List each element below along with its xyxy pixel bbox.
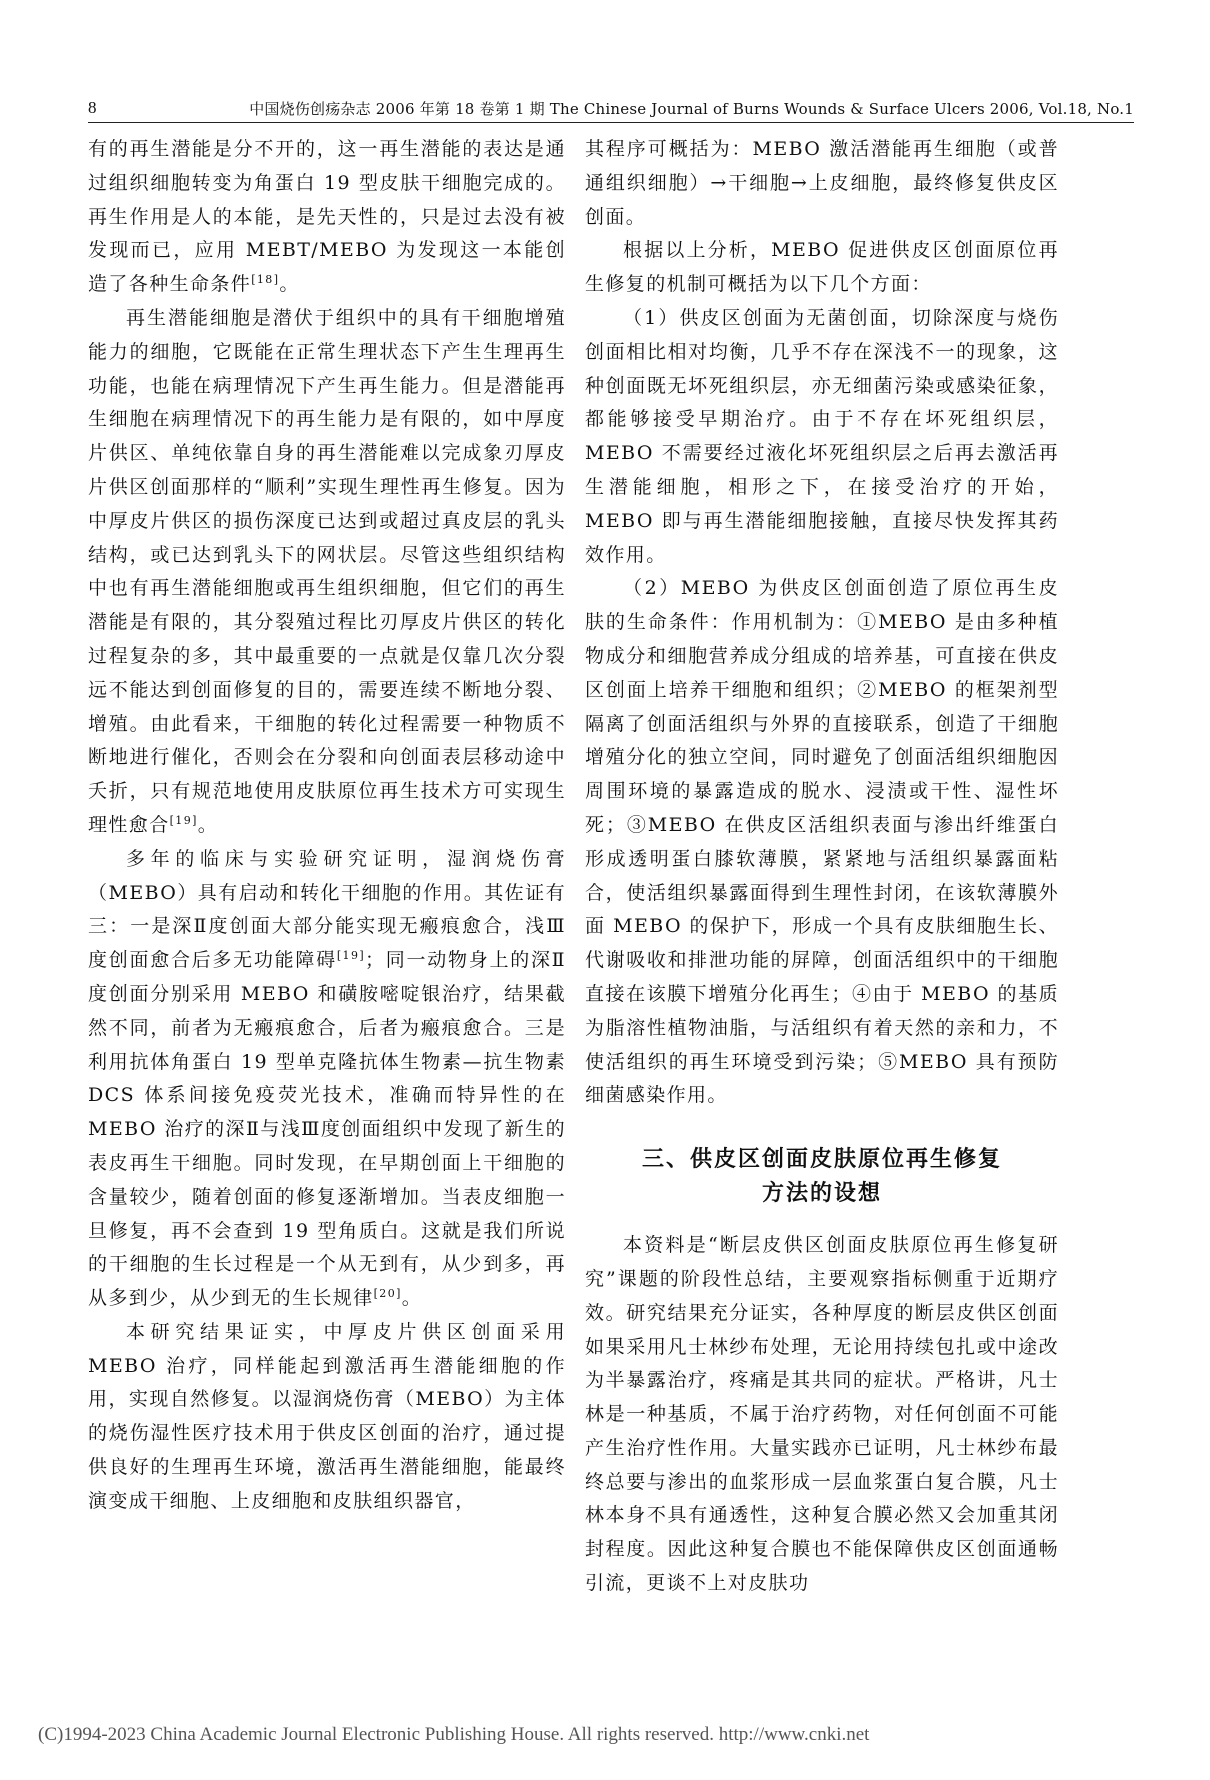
journal-citation: 中国烧伤创疡杂志 2006 年第 18 卷第 1 期 The Chinese Journal of Burns Wounds & Surface Ulcers 2006, Vol.18, No.1 bbox=[249, 100, 1134, 118]
section-heading: 三、供皮区创面皮肤原位再生修复 方法的设想 bbox=[641, 1147, 1002, 1207]
paragraph: 本资料是“断层皮供区创面皮肤原位再生修复研究”课题的阶段性总结，主要观察指标侧重于近期疗效。研究结果充分证实，各种厚度的断层皮供区创面如果采用凡士林纱布处理，无论用持续包扎或中途改为半暴露治疗，疼痛是其共同的症状。严格讲，凡士林是一种基质，不属于治疗药物，对任何创面不可能产生治疗性作用。大量实践亦已证明，凡士林纱布最终总要与渗出的血浆形成一层血浆蛋白复合膜，凡士林本身不具有通透性，这种复合膜必然又会加重其闭封程度。因此这种复合膜也不能保障供皮区创面通畅引流，更谈不上对皮肤功 bbox=[585, 1234, 1059, 1595]
paragraph: 再生潜能细胞是潜伏于组织中的具有干细胞增殖能力的细胞，它既能在正常生理状态下产生生理再生功能，也能在病理情况下产生再生能力。但是潜能再生细胞在病理情况下的再生能力是有限的，如中厚度片供区、单纯依靠自身的再生潜能难以完成象刃厚皮片供区创面那样的“顺利”实现生理性再生修复。因为中厚皮片供区的损伤深度已达到或超过真皮层的乳头结构，或已达到乳头下的网状层。尽管这些组织结构中也有再生潜能细胞或再生组织细胞，但它们的再生潜能是有限的，其分裂殖过程比刃厚皮片供区的转化过程复杂的多，其中最重要的一点就是仅靠几次分裂远不能达到创面修复的目的，需要连续不断地分裂、增殖。由此看来，干细胞的转化过程需要一种物质不断地进行催化，否则会在分裂和向创面表层移动途中夭折，只有规范地使用皮肤原位再生技术方可实现生理性愈合[19]。 bbox=[88, 306, 566, 836]
citation-ref: [20] bbox=[373, 1287, 402, 1301]
paragraph: （1）供皮区创面为无菌创面，切除深度与烧伤创面相比相对均衡，几乎不存在深浅不一的现象，这种创面既无坏死组织层，亦无细菌污染或感染征象，都能够接受早期治疗。由于不存在坏死组织层，MEBO 不需要经过液化坏死组织层之后再去激活再生潜能细胞，相形之下，在接受治疗的开始，MEBO 即与再生潜能细胞接触，直接尽快发挥其药效作用。 bbox=[585, 306, 1059, 566]
citation-ref: [19] bbox=[336, 949, 366, 963]
paragraph: 多年的临床与实验研究证明，湿润烧伤膏（MEBO）具有启动和转化干细胞的作用。其佐证有三：一是深Ⅱ度创面大部分能实现无瘢痕愈合，浅Ⅲ度创面愈合后多无功能障碍[19]；同一动物身上的深Ⅱ度创面分别采用 MEBO 和磺胺嘧啶银治疗，结果截然不同，前者为无瘢痕愈合，后者为瘢痕愈合。三是利用抗体角蛋白 19 型单克隆抗体生物素—抗生物素 DCS 体系间接免疫荧光技术，准确而特异性的在 MEBO 治疗的深Ⅱ与浅Ⅲ度创面组织中发现了新生的表皮再生干细胞。同时发现，在早期创面上干细胞的含量较少，随着创面的修复逐渐增加。当表皮细胞一旦修复，再不会查到 19 型角质白。这就是我们所说的干细胞的生长过程是一个从无到有，从少到多，再从多到少，从少到无的生长规律[20]。 bbox=[88, 847, 566, 1310]
paragraph: 其程序可概括为：MEBO 激活潜能再生细胞（或普通组织细胞）→干细胞→上皮细胞，最终修复供皮区创面。 bbox=[585, 138, 1059, 228]
citation-ref: [18] bbox=[251, 273, 280, 287]
paragraph: 有的再生潜能是分不开的，这一再生潜能的表达是通过组织细胞转变为角蛋白 19 型皮肤干细胞完成的。再生作用是人的本能，是先天性的，只是过去没有被发现而已，应用 MEBT/MEBO 为发现这一本能创造了各种生命条件[18]。 bbox=[88, 138, 566, 296]
right-column bbox=[585, 133, 1059, 1601]
copyright-footer: (C)1994-2023 China Academic Journal Electronic Publishing House. All rights reserved. http://www.cnki.net bbox=[38, 1724, 870, 1745]
running-header bbox=[88, 96, 1134, 123]
page-number: 8 bbox=[88, 98, 97, 117]
paragraph: 根据以上分析，MEBO 促进供皮区创面原位再生修复的机制可概括为以下几个方面： bbox=[585, 239, 1059, 296]
left-column bbox=[88, 133, 566, 1519]
citation-ref: [19] bbox=[169, 813, 198, 827]
paragraph: （2）MEBO 为供皮区创面创造了原位再生皮肤的生命条件：作用机制为：①MEBO 是由多种植物成分和细胞营养成分组成的培养基，可直接在供皮区创面上培养干细胞和组织；②MEBO 的框架剂型隔离了创面活组织与外界的直接联系，创造了干细胞增殖分化的独立空间，同时避免了创面活组织细胞因周围环境的暴露造成的脱水、浸渍或干性、湿性坏死；③MEBO 在供皮区活组织表面与渗出纤维蛋白形成透明蛋白膝软薄膜，紧紧地与活组织暴露面粘合，使活组织暴露面得到生理性封闭，在该软薄膜外面 MEBO 的保护下，形成一个具有皮肤细胞生长、代谢吸收和排泄功能的屏障，创面活组织中的干细胞直接在该膜下增殖分化再生；④由于 MEBO 的基质为脂溶性植物油脂，与活组织有着天然的亲和力，不使活组织的再生环境受到污染；⑤MEBO 具有预防细菌感染作用。 bbox=[585, 577, 1059, 1107]
paragraph: 本研究结果证实，中厚皮片供区创面采用 MEBO 治疗，同样能起到激活再生潜能细胞的作用，实现自然修复。以湿润烧伤膏（MEBO）为主体的烧伤湿性医疗技术用于供皮区创面的治疗，通过提供良好的生理再生环境，激活再生潜能细胞，能最终演变成干细胞、上皮细胞和皮肤组织器官， bbox=[88, 1320, 566, 1512]
